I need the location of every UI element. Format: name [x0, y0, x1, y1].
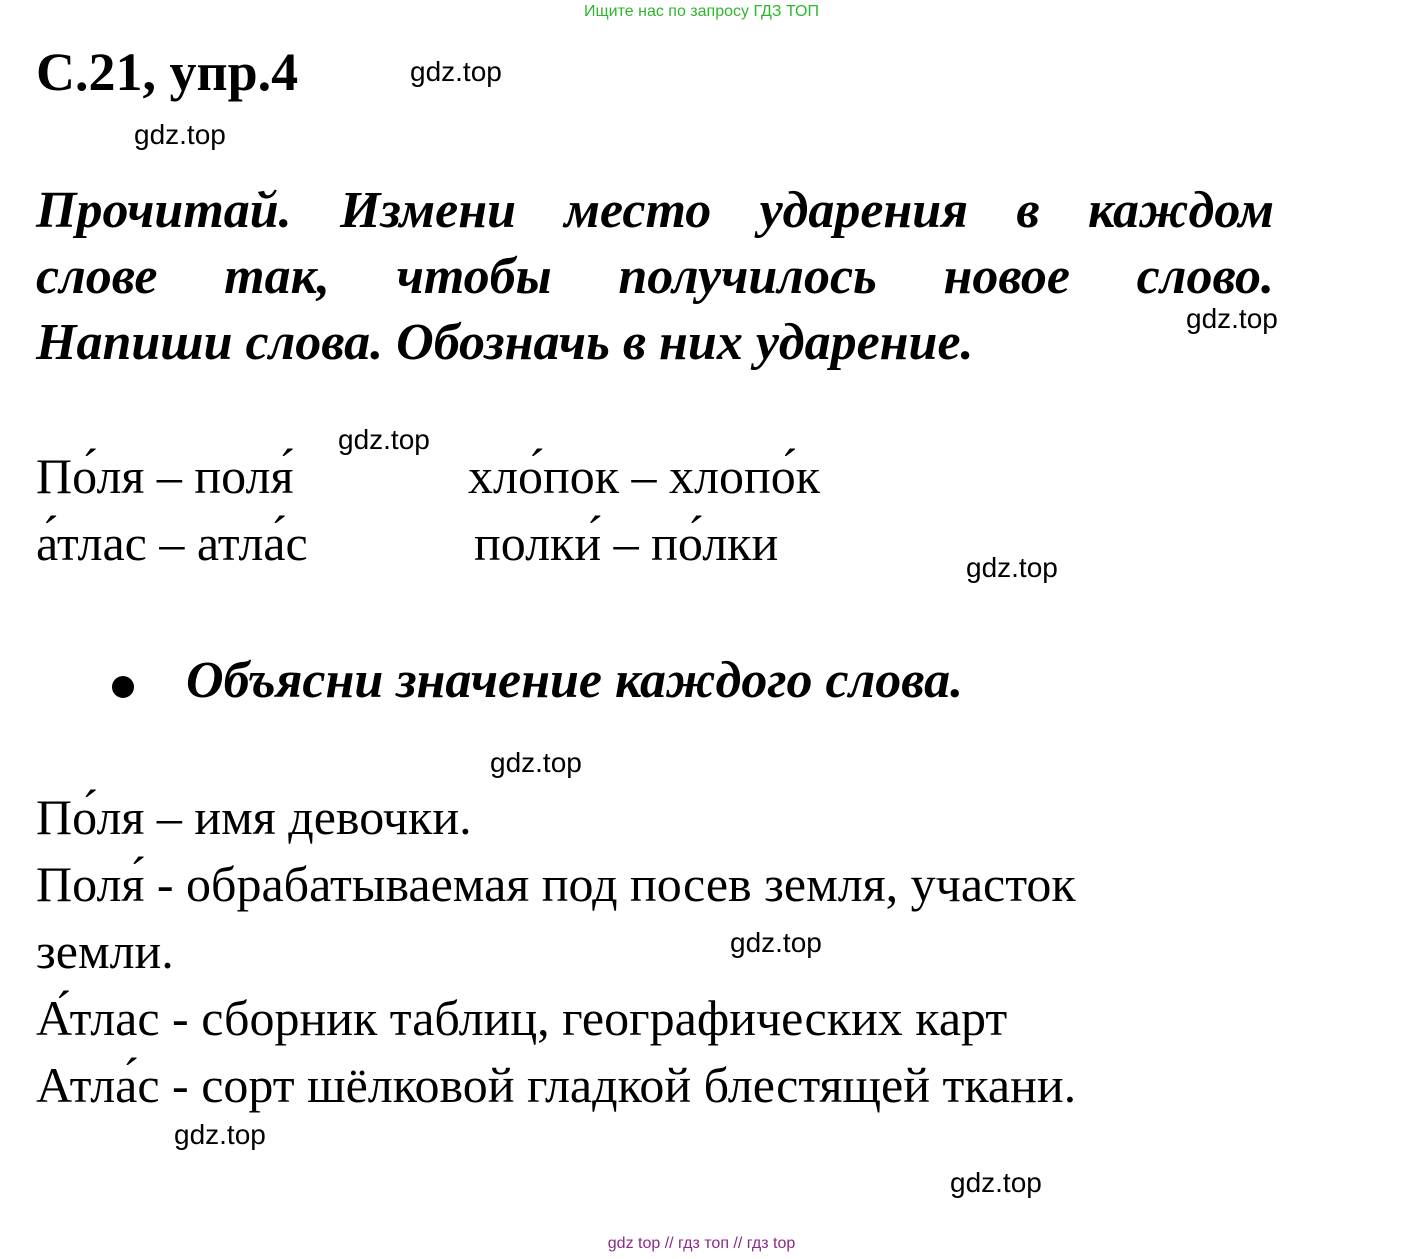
word-pair: хло́пок – хлопо́к: [468, 448, 821, 504]
watermark: gdz.top: [490, 747, 582, 778]
watermark: gdz.top: [410, 56, 502, 87]
answer-line: Атла́с - сорт шёлковой гладкой блестящей ткани.: [36, 1057, 1077, 1113]
answer-line: А́тлас - сборник таблиц, географических карт: [36, 990, 1008, 1046]
page-title: С.21, упр.4: [36, 42, 299, 102]
bullet-icon: [112, 676, 134, 698]
answers-block: [36, 784, 1336, 1119]
top-banner: Ищите нас по запросу ГДЗ ТОП: [584, 3, 819, 20]
watermark: gdz.top: [1186, 303, 1278, 334]
task-line: слове так, чтобы получилось новое слово.: [36, 248, 1274, 305]
watermark: gdz.top: [730, 927, 822, 958]
task-line: Прочитай. Измени место ударения в каждом: [36, 182, 1274, 239]
bullet-instruction: Объясни значение каждого слова.: [186, 652, 964, 709]
watermark: gdz.top: [950, 1167, 1042, 1198]
task-instructions: [36, 178, 1274, 376]
task-line: Напиши слова. Обозначь в них ударение.: [36, 314, 974, 371]
watermark: gdz.top: [966, 552, 1058, 583]
answer-line: Поля́ - обрабатываемая под посев земля, участок: [36, 856, 1076, 912]
footer-links: gdz top // гдз топ // гдз top: [607, 1235, 796, 1252]
answer-line: земли.: [36, 923, 174, 979]
word-pair: а́тлас – атла́с: [36, 515, 308, 571]
watermark: gdz.top: [134, 119, 226, 150]
word-pair: полки́ – по́лки: [474, 515, 779, 571]
watermark: gdz.top: [338, 424, 430, 455]
word-pair: По́ля – поля́: [36, 448, 294, 504]
answer-line: По́ля – имя девочки.: [36, 789, 472, 845]
watermark: gdz.top: [174, 1119, 266, 1150]
